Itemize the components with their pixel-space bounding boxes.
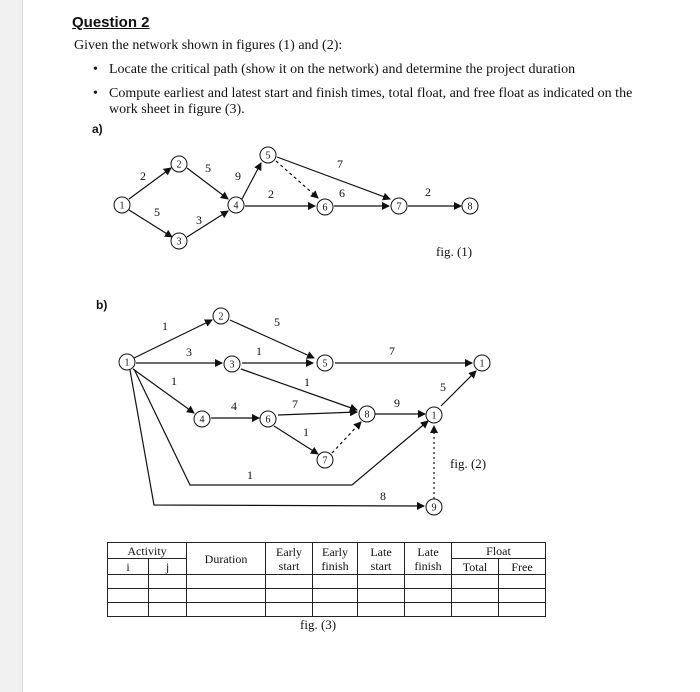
table-cell[interactable] bbox=[266, 589, 313, 603]
fig2-node bbox=[426, 407, 442, 423]
fig1-node bbox=[228, 197, 244, 213]
fig2-duration: 9 bbox=[394, 396, 400, 410]
fig2-duration: 1 bbox=[256, 344, 262, 358]
fig1-duration: 2 bbox=[140, 169, 146, 183]
table-cell[interactable] bbox=[452, 589, 499, 603]
fig1-edge-5-6-dummy bbox=[276, 161, 318, 198]
table-cell[interactable] bbox=[108, 575, 149, 589]
question-intro: Given the network shown in figures (1) and (2): bbox=[74, 38, 343, 53]
fig2-durations bbox=[162, 315, 446, 503]
table-cell[interactable] bbox=[266, 603, 313, 617]
fig1-node bbox=[260, 147, 276, 163]
header-float: Float bbox=[452, 543, 546, 559]
fig2-edge-2-5 bbox=[230, 320, 314, 358]
table-cell[interactable] bbox=[187, 575, 266, 589]
fig1-duration: 2 bbox=[268, 187, 274, 201]
svg-text:1: 1 bbox=[479, 358, 485, 370]
fig2-node bbox=[426, 499, 442, 515]
table-cell[interactable] bbox=[358, 603, 405, 617]
fig1-edge-3-4 bbox=[187, 211, 228, 237]
table-cell[interactable] bbox=[108, 603, 149, 617]
fig1-edge-4-5 bbox=[242, 163, 261, 199]
fig1-node bbox=[114, 197, 130, 213]
table-cell[interactable] bbox=[313, 603, 358, 617]
fig2-edge-11-10 bbox=[441, 371, 476, 406]
svg-text:3: 3 bbox=[176, 236, 182, 248]
svg-text:4: 4 bbox=[199, 414, 205, 426]
fig2-duration: 4 bbox=[231, 399, 237, 413]
svg-text:1: 1 bbox=[431, 410, 437, 422]
fig2-node bbox=[260, 411, 276, 427]
table-cell[interactable] bbox=[313, 575, 358, 589]
svg-text:9: 9 bbox=[431, 502, 437, 514]
table-cell[interactable] bbox=[452, 575, 499, 589]
fig2-duration: 5 bbox=[274, 315, 280, 329]
fig2-duration: 3 bbox=[186, 345, 192, 359]
fig2-duration: 8 bbox=[380, 489, 386, 503]
question-title: Question 2 bbox=[72, 14, 150, 31]
bullet-text: Compute earliest and latest start and finish times, total float, and free float as indicated on the work sheet in figure (3). bbox=[109, 86, 633, 117]
table-cell[interactable] bbox=[499, 575, 546, 589]
fig3-caption: fig. (3) bbox=[300, 617, 337, 632]
fig1-node bbox=[462, 198, 478, 214]
table-row bbox=[108, 603, 546, 617]
svg-text:3: 3 bbox=[229, 359, 235, 371]
fig2-edge-3-8 bbox=[241, 369, 357, 410]
svg-text:4: 4 bbox=[233, 200, 239, 212]
fig1-duration: 3 bbox=[196, 213, 202, 227]
fig1-duration: 7 bbox=[337, 157, 343, 171]
fig2-duration: 5 bbox=[440, 380, 446, 394]
fig2-duration: 1 bbox=[171, 374, 177, 388]
table-cell[interactable] bbox=[452, 603, 499, 617]
bullet-dot: • bbox=[93, 86, 98, 101]
fig1-duration: 6 bbox=[339, 186, 345, 200]
fig2-edge-7-8-dummy bbox=[332, 422, 361, 453]
header-duration: Duration bbox=[187, 543, 266, 575]
header-total: Total bbox=[452, 559, 499, 575]
table-row bbox=[108, 575, 546, 589]
table-cell[interactable] bbox=[358, 589, 405, 603]
table-cell[interactable] bbox=[499, 589, 546, 603]
fig1-edge-5-7 bbox=[277, 157, 390, 199]
fig2-duration: 1 bbox=[303, 425, 309, 439]
table-cell[interactable] bbox=[405, 603, 452, 617]
svg-text:1: 1 bbox=[119, 200, 125, 212]
header-activity: Activity bbox=[108, 543, 187, 559]
fig2-node bbox=[194, 411, 210, 427]
fig1-duration: 9 bbox=[235, 169, 241, 183]
svg-text:7: 7 bbox=[396, 201, 402, 213]
svg-text:2: 2 bbox=[176, 159, 182, 171]
svg-text:2: 2 bbox=[218, 311, 224, 323]
header-early-finish: Early finish bbox=[313, 543, 358, 575]
fig1-duration: 5 bbox=[154, 205, 160, 219]
fig2-duration: 1 bbox=[162, 319, 168, 333]
header-late-start: Late start bbox=[358, 543, 405, 575]
fig2-caption: fig. (2) bbox=[450, 456, 487, 471]
fig2-duration: 1 bbox=[304, 375, 310, 389]
table-cell[interactable] bbox=[266, 575, 313, 589]
part-a-label: a) bbox=[92, 122, 103, 136]
fig1-nodes bbox=[114, 147, 478, 249]
bullet-text: Locate the critical path (show it on the network) and determine the project duration bbox=[109, 62, 576, 77]
fig2-duration: 1 bbox=[247, 468, 253, 482]
table-cell[interactable] bbox=[149, 575, 187, 589]
fig2-node bbox=[317, 452, 333, 468]
fig1-caption: fig. (1) bbox=[436, 244, 473, 259]
table-cell[interactable] bbox=[313, 589, 358, 603]
fig1-duration: 2 bbox=[425, 185, 431, 199]
fig1-node bbox=[317, 199, 333, 215]
fig2-edge-6-8 bbox=[278, 412, 357, 415]
table-cell[interactable] bbox=[149, 603, 187, 617]
fig1-node bbox=[171, 156, 187, 172]
worksheet-table bbox=[107, 542, 546, 617]
svg-text:6: 6 bbox=[265, 414, 271, 426]
table-cell[interactable] bbox=[108, 589, 149, 603]
part-b-label: b) bbox=[96, 298, 108, 312]
fig2-node bbox=[119, 354, 135, 370]
svg-text:8: 8 bbox=[467, 201, 473, 213]
svg-text:7: 7 bbox=[322, 455, 328, 467]
fig1-node bbox=[171, 233, 187, 249]
fig2-edge-1-11 bbox=[134, 369, 428, 485]
fig2-node bbox=[317, 355, 333, 371]
fig2-node bbox=[474, 355, 490, 371]
fig1-duration: 5 bbox=[205, 161, 211, 175]
fig2-network bbox=[130, 320, 476, 506]
svg-text:6: 6 bbox=[322, 202, 328, 214]
fig2-node bbox=[359, 406, 375, 422]
table-cell[interactable] bbox=[499, 603, 546, 617]
fig1-edge-1-3 bbox=[129, 210, 172, 237]
header-early-start: Early start bbox=[266, 543, 313, 575]
header-free: Free bbox=[499, 559, 546, 575]
table-cell[interactable] bbox=[358, 575, 405, 589]
table-cell[interactable] bbox=[405, 575, 452, 589]
header-i: i bbox=[108, 559, 149, 575]
fig1-edge-1-2 bbox=[129, 168, 171, 199]
table-cell[interactable] bbox=[187, 603, 266, 617]
table-cell[interactable] bbox=[187, 589, 266, 603]
header-late-finish: Late finish bbox=[405, 543, 452, 575]
svg-text:1: 1 bbox=[124, 357, 130, 369]
fig2-duration: 7 bbox=[389, 344, 395, 358]
fig2-edge-1-4 bbox=[133, 369, 194, 413]
fig2-edge-1-2 bbox=[134, 320, 212, 358]
table-row bbox=[108, 589, 546, 603]
fig2-node bbox=[224, 356, 240, 372]
fig2-edge-6-7 bbox=[274, 426, 318, 454]
svg-text:5: 5 bbox=[265, 150, 271, 162]
table-cell[interactable] bbox=[405, 589, 452, 603]
fig1-node bbox=[391, 198, 407, 214]
bullet-dot: • bbox=[93, 62, 98, 77]
fig2-node bbox=[213, 308, 229, 324]
fig2-duration: 7 bbox=[292, 397, 298, 411]
svg-text:5: 5 bbox=[322, 358, 328, 370]
svg-text:8: 8 bbox=[364, 409, 370, 421]
header-j: j bbox=[149, 559, 187, 575]
table-cell[interactable] bbox=[149, 589, 187, 603]
